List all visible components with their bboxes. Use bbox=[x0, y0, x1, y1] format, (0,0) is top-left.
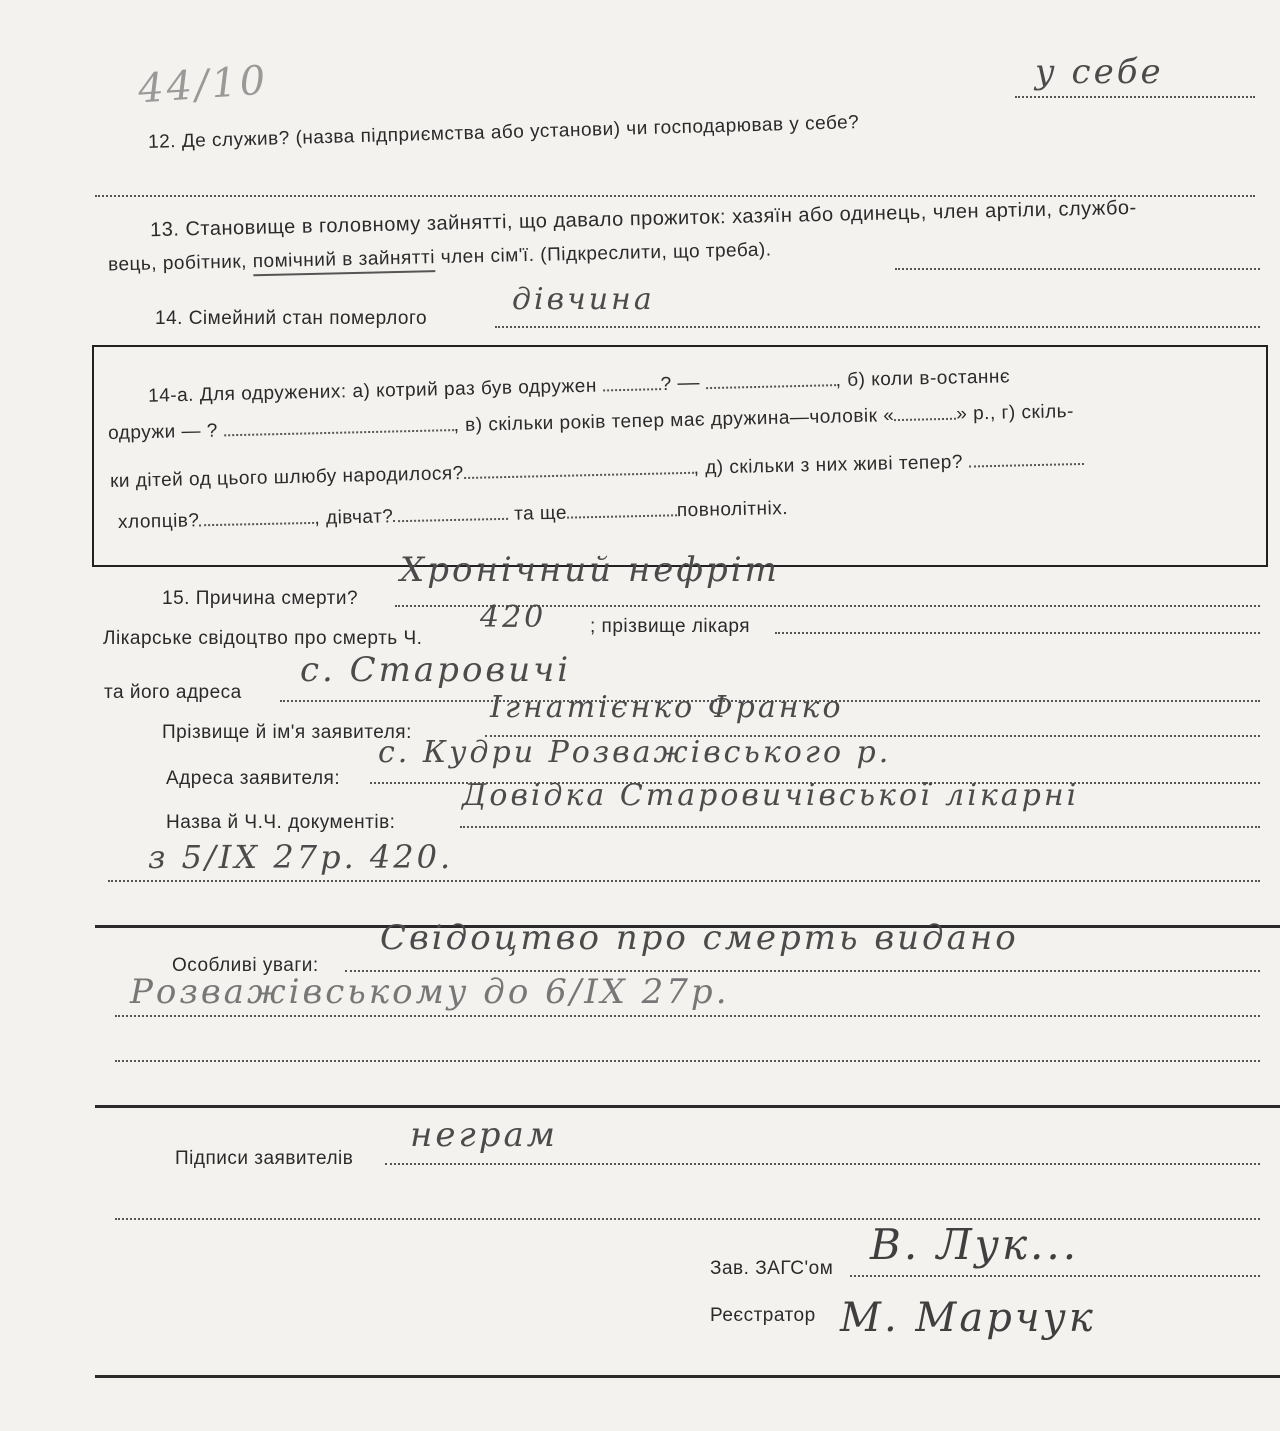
q14a-boys-blank bbox=[200, 522, 315, 526]
address-label: та його адреса bbox=[104, 682, 242, 703]
q14a-line2-end: » р., г) скіль- bbox=[956, 401, 1075, 425]
signatures-line bbox=[385, 1163, 1260, 1165]
notes-line2 bbox=[115, 1015, 1260, 1017]
section-divider bbox=[95, 1105, 1280, 1108]
q12-answer: у себе bbox=[1035, 52, 1164, 92]
applicant-address-label: Адреса заявителя: bbox=[166, 768, 341, 789]
q14a-line2-label: одружи bbox=[107, 421, 176, 444]
documents-line bbox=[460, 826, 1260, 828]
applicant-address-answer: с. Кудри Розважівського р. bbox=[378, 735, 892, 770]
med-cert-label: Лікарське свідоцтво про смерть Ч. bbox=[103, 628, 423, 649]
q14-answer: дівчина bbox=[512, 282, 655, 317]
q14a-more-label: та ще bbox=[513, 502, 568, 525]
q14a-girls-blank bbox=[393, 518, 508, 522]
q13-line2 bbox=[108, 239, 772, 276]
section-divider bbox=[95, 1375, 1280, 1378]
registrar-signature: М. Марчук bbox=[840, 1295, 1096, 1341]
registrar-label: Реєстратор bbox=[710, 1305, 816, 1326]
head-label: Зав. ЗАГС'ом bbox=[710, 1258, 834, 1279]
q13-line2-start: вець, робітник, bbox=[107, 251, 248, 276]
q14a-blank bbox=[894, 418, 956, 421]
applicant-name-label: Прізвище й ім'я заявителя: bbox=[162, 722, 412, 743]
applicant-signature: неграм bbox=[410, 1115, 558, 1155]
corner-pencil-mark: 44/10 bbox=[136, 57, 270, 113]
q12-answer-line bbox=[1015, 96, 1255, 98]
q14a-dash-answer: — bbox=[677, 369, 701, 395]
q15-answer: Хронічний нефріт bbox=[400, 550, 780, 590]
q14a-boys-label: хлопців? bbox=[117, 510, 200, 534]
q14a-line3-label: ки дітей од цього шлюбу народилося? bbox=[109, 463, 464, 493]
q13-line bbox=[895, 268, 1260, 270]
q14a-blank bbox=[464, 472, 694, 479]
applicant-name-answer: Ігнатієнко Франко bbox=[490, 690, 844, 725]
q14a-line1-label: 14-а. Для одружених: а) котрий раз був одружен bbox=[147, 375, 598, 407]
q12-label: 12. Де служив? (назва підприємства або установи) чи господарював у себе? bbox=[147, 112, 860, 153]
q14a-blank bbox=[603, 388, 661, 391]
signatures-label: Підписи заявителів bbox=[175, 1148, 354, 1169]
q14a-blank bbox=[224, 429, 454, 436]
notes-answer-line2: Розважівському до 6/IX 27р. bbox=[130, 972, 730, 1012]
notes-line3 bbox=[115, 1060, 1260, 1062]
documents-label: Назва й Ч.Ч. документів: bbox=[166, 812, 396, 833]
q14a-blank bbox=[969, 463, 1084, 468]
q13-underlined-option: помічний в зайнятті bbox=[253, 247, 436, 276]
q14-answer-line bbox=[495, 326, 1260, 328]
notes-answer: Свідоцтво про смерть видано bbox=[380, 918, 1019, 958]
med-cert-doctor-line bbox=[775, 632, 1260, 634]
q14a-dash-answer: — bbox=[181, 420, 202, 443]
q14-label: 14. Сімейний стан померлого bbox=[155, 308, 428, 329]
q13-line1: 13. Становище в головному зайнятті, що давало прожиток: хазяїн або одинець, член артіли, службо- bbox=[149, 196, 1137, 242]
q14a-line1-end: , б) коли в-останнє bbox=[835, 366, 1011, 392]
q13-line2-end: член сім'ї. (Підкреслити, що треба). bbox=[440, 239, 772, 268]
head-signature-line bbox=[850, 1275, 1260, 1277]
q14a-more-blank bbox=[567, 514, 677, 518]
documents-answer: Довідка Старовичівської лікарні bbox=[462, 778, 1080, 813]
q14a-line2-mid: , в) скільки років тепер має дружина—чоловік « bbox=[453, 405, 895, 437]
q15-label: 15. Причина смерти? bbox=[162, 588, 359, 609]
head-signature: В. Лук... bbox=[870, 1220, 1080, 1269]
q14a-blank bbox=[706, 384, 836, 389]
notes-label: Особливі уваги: bbox=[172, 955, 319, 976]
med-cert-doctor-label: ; прізвище лікаря bbox=[590, 616, 751, 637]
q14a-girls-label: , дівчат? bbox=[314, 506, 394, 529]
documents-answer-line2: з 5/IX 27р. 420. bbox=[148, 838, 454, 876]
documents-continuation-line bbox=[108, 880, 1260, 882]
med-cert-number: 420 bbox=[480, 600, 547, 635]
signatures-line2 bbox=[115, 1218, 1260, 1220]
q14a-adults-label: повнолітніх. bbox=[676, 497, 789, 522]
q14a-line3-end: , д) скільки з них живі тепер? bbox=[693, 451, 964, 479]
q12-continuation-line bbox=[95, 195, 1255, 197]
q14a-question-mark: ? bbox=[206, 420, 219, 442]
address-answer: с. Старовичі bbox=[300, 650, 572, 690]
q14a-question-mark: ? bbox=[660, 373, 672, 396]
